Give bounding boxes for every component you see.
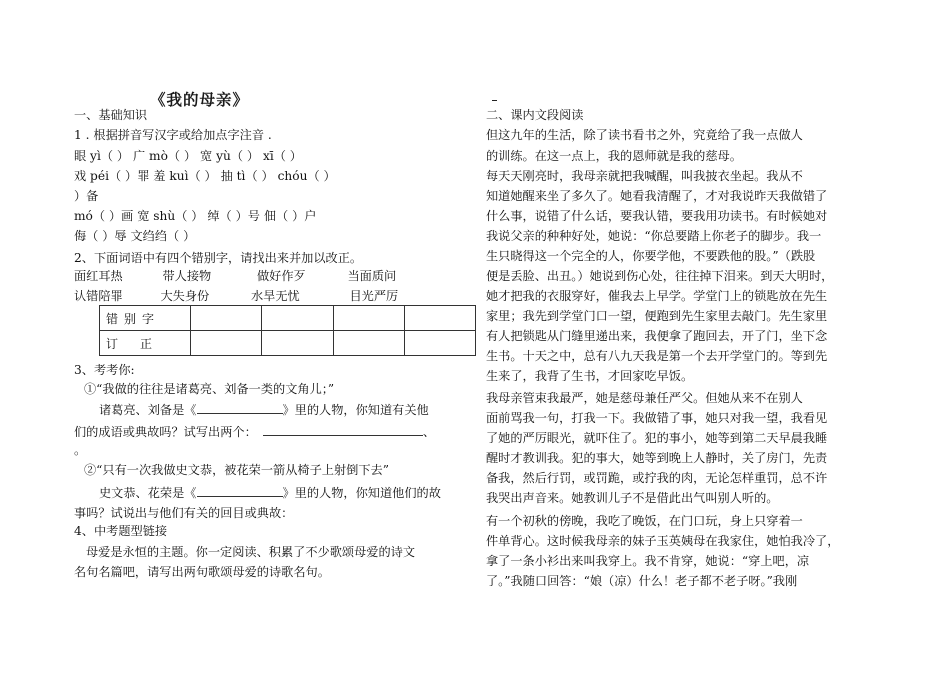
word: 认错陪罪 — [74, 289, 123, 303]
passage-line: 有人把锁匙从门缝里递出来，我便拿了跑回去，开了门，坐下念 — [486, 329, 828, 343]
section-heading-reading: 二、课内文段阅读 — [486, 108, 584, 122]
pinyin-line-4: mó（ ）画 宽 shù（ ） 绰（ ）号 佃（ ）户 — [74, 209, 317, 223]
passage-line: 备我，然后行罚，或罚跪，或拧我的肉，无论怎样重罚，总不许 — [486, 471, 828, 485]
passage-line: 她才把我的衣服穿好，催我去上早学。学堂门上的锁匙放在先生 — [486, 289, 828, 303]
word: 面红耳热 — [74, 269, 123, 283]
q4-line-1: 母爱是永恒的主题。你一定阅读、积累了不少歌颂母爱的诗文 — [86, 545, 416, 559]
q4-line-2: 名句名篇吧，请写出两句歌颂母爱的诗歌名句。 — [74, 565, 330, 579]
table-header-correction: 订正 — [100, 331, 191, 356]
answer-cell[interactable] — [333, 331, 404, 356]
word-list-row-1 — [74, 268, 396, 285]
table-header-wrong-char: 错别字 — [100, 306, 191, 331]
passage-line: 但这九年的生活，除了读书看书之外，究竟给了我一点做人 — [486, 128, 803, 142]
correction-table — [99, 305, 476, 356]
word: 水旱无忧 — [251, 289, 300, 303]
passage-line: 了她的严厉眼光，就吓住了。犯的事小，她等到第二天早晨我睡 — [486, 431, 828, 445]
passage-line: 知道她醒来坐了多久了。她看我清醒了，才对我说昨天我做错了 — [486, 189, 828, 203]
passage-line: 生来了，我背了生书，才回家吃早饭。 — [486, 369, 694, 383]
passage-line: 我哭出声音来。她教训儿子不是借此出气叫别人听的。 — [486, 491, 779, 505]
q3a-line-2: 们的成语或典故吗？试写出两个： 、 — [74, 425, 435, 439]
passage-line: 的训练。在这一点上，我的恩师就是我的慈母。 — [486, 149, 742, 163]
question-1-prompt: 1 . 根据拼音写汉字或给加点字注音 . — [74, 128, 272, 142]
word: 大失身份 — [160, 289, 210, 303]
passage-line: 什么事，说错了什么话，要我认错，要我用功读书。有时候她对 — [486, 209, 828, 223]
answer-cell[interactable] — [262, 331, 333, 356]
question-3-prompt: 3、考考你: — [74, 363, 135, 377]
passage-line: 生只晓得这一个完全的人，你要学他，不要跌他的股。”（跌股 — [486, 249, 816, 263]
word-list-row-2 — [74, 288, 398, 305]
q3a-line-3: 。 — [74, 443, 87, 457]
q3b-line-2: 事吗？试说出与他们有关的回目或典故： — [74, 506, 294, 520]
passage-line: 件单背心。这时候我母亲的妹子玉英姨母在我家住，她怕我冷了， — [486, 534, 840, 548]
answer-cell[interactable] — [191, 331, 262, 356]
passage-line: 了。”我随口回答：“娘（凉）什么！老子都不老子呀。”我刚 — [486, 574, 798, 588]
quote-b: ②“只有一次我做史文恭，被花荣一箭从椅子上射倒下去” — [84, 463, 389, 477]
passage-line: 家里；我先到学堂门口一望，便跑到先生家里去敲门。先生家里 — [486, 309, 828, 323]
word: 当面质问 — [347, 269, 397, 283]
pinyin-line-1: 眼 yì（ ） 广 mò（ ） 宽 yù（ ） xī（ ） — [74, 149, 302, 163]
page-title: 《我的母亲》 — [150, 90, 250, 109]
passage-line: 便是丢脸、出丑。）她说到伤心处，往往掉下泪来。到天大明时， — [486, 269, 834, 283]
pinyin-line-5: 侮（ ）辱 文绉绉（ ） — [74, 229, 196, 243]
section-heading-basics: 一、基础知识 — [74, 108, 148, 122]
answer-cell[interactable] — [404, 306, 475, 331]
passage-line: 每天天刚亮时，我母亲就把我喊醒，叫我披衣坐起。我从不 — [486, 169, 803, 183]
answer-cell[interactable] — [191, 306, 262, 331]
pinyin-line-2: 戏 péi（ ）罪 羞 kuì（ ） 抽 tì（ ） chóu（ ） — [74, 169, 336, 183]
passage-line: 面前骂我一句，打我一下。我做错了事，她只对我一望，我看见 — [486, 411, 828, 425]
word: 做好作歹 — [257, 269, 306, 283]
passage-line: 醒时才教训我。犯的事大，她等到晚上人静时，关了房门，先责 — [486, 451, 828, 465]
answer-cell[interactable] — [333, 306, 404, 331]
answer-blank[interactable] — [197, 402, 283, 414]
question-2-prompt: 2、下面词语中有四个错别字，请找出来并加以改正。 — [74, 251, 363, 265]
q3b-line-1: 史文恭、花荣是《 》里的人物，你知道他们的故 — [99, 486, 441, 500]
word: 带人接物 — [162, 269, 212, 283]
answer-cell[interactable] — [262, 306, 333, 331]
passage-line: 拿了一条小衫出来叫我穿上。我不肯穿，她说：“穿上吧，凉 — [486, 554, 810, 568]
stray-mark — [492, 100, 497, 101]
passage-line: 生书。十天之中，总有八九天我是第一个去开学堂门的。等到先 — [486, 349, 828, 363]
table-row — [100, 306, 476, 331]
word: 目光严厉 — [349, 289, 399, 303]
passage-line: 有一个初秋的傍晚，我吃了晚饭，在门口玩，身上只穿着一 — [486, 514, 803, 528]
quote-a: ①“我做的往往是诸葛亮、刘备一类的文角儿；” — [84, 382, 335, 396]
question-4-heading: 4、中考题型链接 — [74, 524, 168, 538]
passage-line: 我说父亲的种种好处，她说：“你总要踏上你老子的脚步。我一 — [486, 229, 822, 243]
answer-blank[interactable] — [197, 485, 283, 497]
answer-cell[interactable] — [404, 331, 475, 356]
passage-line: 我母亲管束我最严，她是慈母兼任严父。但她从来不在别人 — [486, 391, 803, 405]
pinyin-line-3: ）备 — [74, 189, 99, 203]
table-row — [100, 331, 476, 356]
q3a-line-1: 诸葛亮、刘备是《 》里的人物，你知道有关他 — [99, 403, 429, 417]
answer-blank[interactable] — [263, 424, 423, 436]
